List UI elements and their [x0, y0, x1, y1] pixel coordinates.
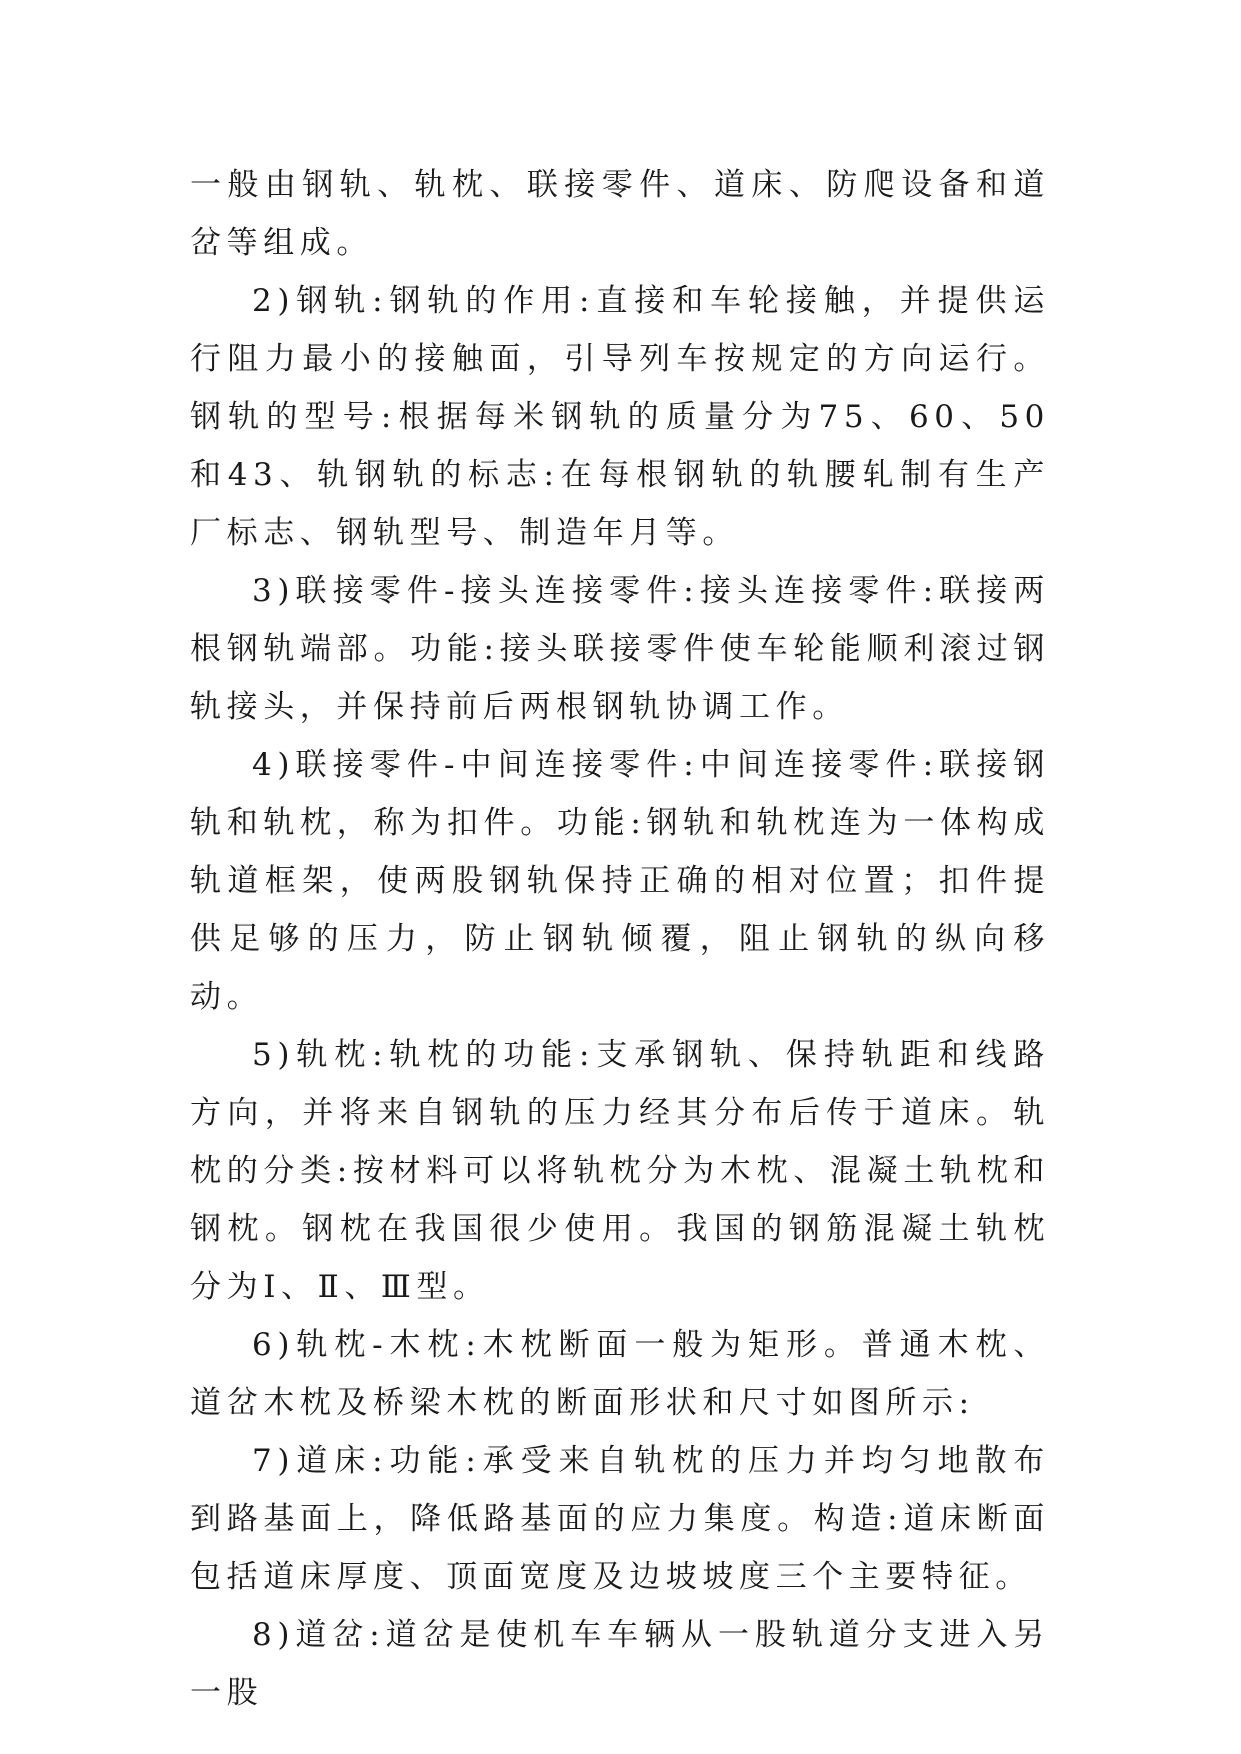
paragraph-track-composition: 一般由钢轨、轨枕、联接零件、道床、防爬设备和道岔等组成。 — [190, 167, 1050, 261]
paragraph-wooden-sleeper: 6)轨枕-木枕:木枕断面一般为矩形。普通木枕、道岔木枕及桥梁木枕的断面形状和尺寸如图所示: — [190, 1327, 1050, 1421]
paragraph-ballast-bed: 7)道床:功能:承受来自轨枕的压力并均匀地散布到路基面上，降低路基面的应力集度。构造:道床断面包括道床厚度、顶面宽度及边坡坡度三个主要特征。 — [190, 1443, 1050, 1595]
paragraph-turnout: 8)道岔:道岔是使机车车辆从一股轨道分支进入另一股 — [190, 1617, 1050, 1711]
paragraph-intermediate-fastening: 4)联接零件-中间连接零件:中间连接零件:联接钢轨和轨枕，称为扣件。功能:钢轨和轨枕连为一体构成轨道框架，使两股钢轨保持正确的相对位置；扣件提供足够的压力，防止钢轨倾覆，阻止钢轨的纵向移动。 — [190, 747, 1050, 1015]
document-body — [190, 156, 1050, 1722]
paragraph-joint-fastening: 3)联接零件-接头连接零件:接头连接零件:联接两根钢轨端部。功能:接头联接零件使车轮能顺利滚过钢轨接头，并保持前后两根钢轨协调工作。 — [190, 573, 1050, 725]
paragraph-sleeper: 5)轨枕:轨枕的功能:支承钢轨、保持轨距和线路方向，并将来自钢轨的压力经其分布后传于道床。轨枕的分类:按材料可以将轨枕分为木枕、混凝土轨枕和钢枕。钢枕在我国很少使用。我国的钢筋混凝土轨枕分为Ⅰ、Ⅱ、Ⅲ型。 — [190, 1037, 1050, 1305]
paragraph-rail: 2)钢轨:钢轨的作用:直接和车轮接触，并提供运行阻力最小的接触面，引导列车按规定的方向运行。钢轨的型号:根据每米钢轨的质量分为75、60、50和43、轨钢轨的标志:在每根钢轨的轨腰轧制有生产厂标志、钢轨型号、制造年月等。 — [190, 283, 1050, 551]
